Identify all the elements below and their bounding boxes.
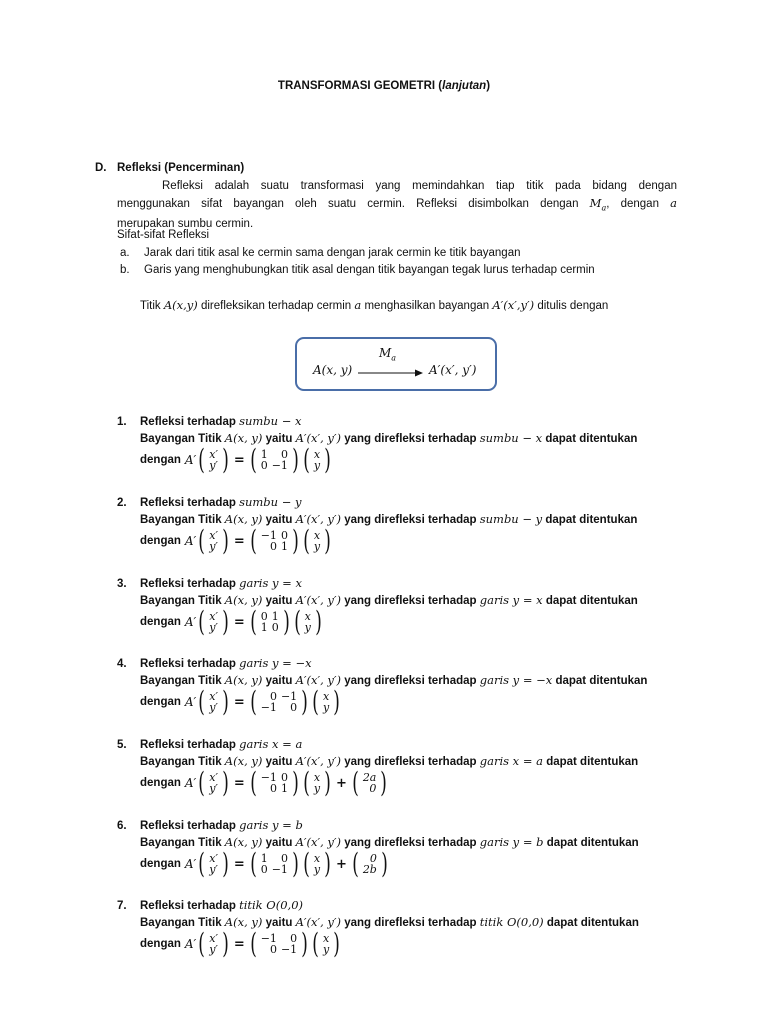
property-a-text: Jarak dari titik asal ke cermin sama dengan jarak cermin ke titik bayangan [144, 247, 521, 259]
reflection-matrix: ( −1 0 0 −1 ) [249, 927, 308, 960]
image-vector: ( x′ y′ ) [198, 605, 229, 638]
page-title: TRANSFORMASI GEOMETRI (lanjutan) [277, 80, 491, 92]
reflection-matrix: ( 0 −1 −1 0 ) [249, 685, 308, 718]
reflection-heading: 4. Refleksi terhadap garis y = −x [117, 656, 312, 670]
source-vector: ( x y ) [303, 524, 331, 557]
reflection-formula: dengan A′ ( x′ y′ ) = ( −1 0 0 1 ) ( x y ) [140, 528, 333, 554]
reflection-description: Bayangan Titik A(x, y) yaitu A′(x′, y′) yang direfleksi terhadap garis y = −x dapat ditentukan [140, 673, 648, 687]
mapping-label: $M_a$ [379, 346, 397, 363]
intro-paragraph [117, 178, 677, 233]
reflection-matrix: ( 0 1 1 0 ) [249, 605, 290, 638]
reflection-description: Bayangan Titik A(x, y) yaitu A′(x′, y′) yang direfleksi terhadap sumbu − y dapat ditentukan [140, 512, 638, 526]
reflection-formula: dengan A′ ( x′ y′ ) = ( 0 1 1 0 ) ( x y ) [140, 609, 324, 635]
source-vector: ( x y ) [303, 443, 331, 476]
reflection-heading: 2. Refleksi terhadap sumbu − y [117, 495, 302, 509]
offset-vector: ( 2a 0 ) [352, 766, 388, 799]
offset-vector: ( 0 2b ) [352, 847, 388, 880]
intro-line-1: Refleksi adalah suatu transformasi yang memindahkan tiap titik pada bidang dengan [162, 180, 677, 192]
source-vector: ( x y ) [303, 766, 331, 799]
section-heading: Refleksi (Pencerminan) [117, 162, 245, 174]
property-a-marker: a. [120, 247, 130, 259]
property-b-marker: b. [120, 264, 130, 276]
image-vector: ( x′ y′ ) [198, 766, 229, 799]
reflection-formula: dengan A′ ( x′ y′ ) = ( 0 −1 −1 0 ) ( x y ) [140, 689, 342, 715]
reflection-matrix: ( 1 0 0 −1 ) [249, 847, 299, 880]
source-vector: ( x y ) [312, 927, 340, 960]
reflection-heading: 1. Refleksi terhadap sumbu − x [117, 414, 302, 428]
image-vector: ( x′ y′ ) [198, 524, 229, 557]
reflection-heading: 3. Refleksi terhadap garis y = x [117, 576, 302, 590]
reflection-matrix: ( −1 0 0 1 ) [249, 766, 299, 799]
image-vector: ( x′ y′ ) [198, 685, 229, 718]
image-vector: ( x′ y′ ) [198, 847, 229, 880]
mapping-source: A(x, y) [313, 363, 353, 377]
reflection-formula: dengan A′ ( x′ y′ ) = ( 1 0 0 −1 ) ( x y ) + ( 0 2b ) [140, 851, 390, 877]
reflection-matrix: ( −1 0 0 1 ) [249, 524, 299, 557]
mapping-arrow-icon [357, 367, 423, 379]
reflection-description: Bayangan Titik A(x, y) yaitu A′(x′, y′) yang direfleksi terhadap titik O(0,0) dapat ditentukan [140, 915, 639, 929]
reflection-heading: 5. Refleksi terhadap garis x = a [117, 737, 303, 751]
reflection-formula: dengan A′ ( x′ y′ ) = ( −1 0 0 −1 ) ( x y ) [140, 931, 342, 957]
reflection-formula: dengan A′ ( x′ y′ ) = ( 1 0 0 −1 ) ( x y ) [140, 447, 333, 473]
source-vector: ( x y ) [303, 847, 331, 880]
source-vector: ( x y ) [293, 605, 322, 638]
reflection-statement: Titik A(x,y) direfleksikan terhadap cermin a menghasilkan bayangan A′(x′,y′) ditulis dengan [140, 298, 609, 312]
reflection-description: Bayangan Titik A(x, y) yaitu A′(x′, y′) yang direfleksi terhadap garis y = b dapat ditentukan [140, 835, 639, 849]
mapping-box [295, 337, 497, 391]
intro-line-3: merupakan sumbu cermin. [117, 218, 254, 231]
reflection-description: Bayangan Titik A(x, y) yaitu A′(x′, y′) yang direfleksi terhadap garis x = a dapat ditentukan [140, 754, 639, 768]
properties-heading: Sifat-sifat Refleksi [117, 229, 210, 241]
image-vector: ( x′ y′ ) [198, 927, 229, 960]
reflection-description: Bayangan Titik A(x, y) yaitu A′(x′, y′) yang direfleksi terhadap sumbu − x dapat ditentukan [140, 431, 638, 445]
reflection-formula: dengan A′ ( x′ y′ ) = ( −1 0 0 1 ) ( x y ) + ( 2a 0 ) [140, 770, 389, 796]
reflection-description: Bayangan Titik A(x, y) yaitu A′(x′, y′) yang direfleksi terhadap garis y = x dapat ditentukan [140, 593, 638, 607]
image-vector: ( x′ y′ ) [198, 443, 229, 476]
intro-line-2: menggunakan sifat bayangan oleh suatu cermin. Refleksi disimbolkan dengan $M_a$, dengan a [117, 195, 678, 212]
section-letter: D. [95, 162, 107, 174]
property-b-text: Garis yang menghubungkan titik asal dengan titik bayangan tegak lurus terhadap cermin [144, 264, 595, 276]
reflection-heading: 6. Refleksi terhadap garis y = b [117, 818, 303, 832]
reflection-matrix: ( 1 0 0 −1 ) [249, 443, 299, 476]
source-vector: ( x y ) [312, 685, 340, 718]
mapping-image: A′(x′, y′) [429, 363, 477, 377]
reflection-heading: 7. Refleksi terhadap titik O(0,0) [117, 898, 303, 912]
